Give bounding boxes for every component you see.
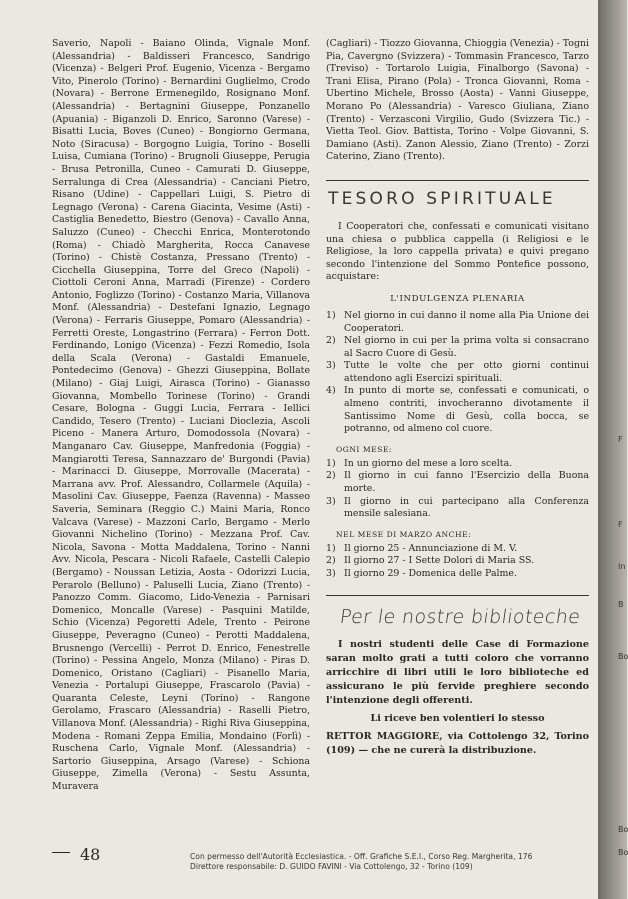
list-item: 4) In punto di morte se, confessati e comunicati, o almeno contriti, invocheranno divotamente il Santissimo Nome di Gesù, colla bocca, se potranno, od almeno col cuore. xyxy=(326,385,589,435)
adjacent-page-edge xyxy=(598,0,627,899)
edge-letter: B xyxy=(618,600,624,609)
list-item: 2) Il giorno in cui fanno l'Esercizio della Buona morte. xyxy=(326,470,589,495)
biblioteche-address: RETTOR MAGGIORE, via Cottolengo 32, Torino (109) — che ne curerà la distribuzione. xyxy=(326,730,589,756)
monthly-heading: OGNI MESE: xyxy=(336,444,392,454)
list-item: 3) Tutte le volte che per otto giorni continui attendono agli Esercizi spirituali. xyxy=(326,360,589,384)
edge-letter: F xyxy=(618,435,623,444)
section-divider xyxy=(326,180,589,181)
page-number-dash xyxy=(52,852,70,853)
tesoro-title: TESORO SPIRITUALE xyxy=(328,188,556,209)
footer-line-2: Direttore responsabile: D. GUIDO FAVINI - Via Cottolengo, 32 - Torino (109) xyxy=(190,862,473,871)
list-item: 2) Nel giorno in cui per la prima volta si consacrano al Sacro Cuore di Gesù. xyxy=(326,335,589,359)
list-item: 2) Il giorno 27 - I Sette Dolori di Maria SS. xyxy=(326,555,535,567)
march-list xyxy=(326,543,589,581)
right-column xyxy=(326,38,589,844)
left-column xyxy=(52,38,310,844)
edge-letter: Bo xyxy=(618,825,628,834)
march-heading: NEL MESE DI MARZO ANCHE: xyxy=(336,529,472,539)
biblioteche-title: Per le nostre biblioteche xyxy=(338,605,582,628)
edge-letter: Bo xyxy=(618,652,628,661)
list-item: 1) Il giorno 25 - Annunciazione di M. V. xyxy=(326,542,518,554)
edge-letter: F xyxy=(618,520,623,529)
indulgence-list xyxy=(326,310,589,436)
edge-letter: Bo xyxy=(618,848,628,857)
indulgence-heading: L'INDULGENZA PLENARIA xyxy=(390,293,525,304)
list-item: 1) Nel giorno in cui danno il nome alla Pia Unione dei Cooperatori. xyxy=(326,309,589,334)
footer xyxy=(190,852,590,872)
page-number: 48 xyxy=(80,845,101,864)
footer-line-1: Con permesso dell'Autorità Ecclesiastica. - Off. Grafiche S.E.I., Corso Reg. Margherita, 176 xyxy=(190,852,533,861)
cooperator-list-continuation: (Cagliari) - Tiozzo Giovanna, Chioggia (Venezia) - Togni Pia, Cavergno (Svizzera) - Tommasin Francesco, Tarzo (Treviso) - Tortarolo Luigia, Finalborgo (Savona) - Trani Elisa, Pirano (Pola) - Tronca Giovanni, Roma - Ubertino Michele, Brosso (Aosta) - Vanni Giuseppe, Morano Po (Alessandria) - Varesco Giuliana, Ziano (Trento) - Verzasconi Virgilio, Gudo (Svizzera Tic.) - Vietta Teol. Giov. Battista, Torino - Volpe Giovanni, S. Damiano (Asti). Zanon Alessio, Ziano (Trento) - Zorzi Caterino, Ziano (Trento). xyxy=(326,38,589,163)
biblioteche-line: Li riceve ben volentieri lo stesso xyxy=(370,712,545,724)
list-item: 1) In un giorno del mese a loro scelta. xyxy=(326,457,513,469)
edge-letter: In xyxy=(618,562,626,571)
biblioteche-body: I nostri studenti delle Case di Formazione saran molto grati a tutti coloro che vorranno arricchire di libri utili le loro biblioteche ed assicurano le più fervide preghiere secondo l'intenzione degli offerenti. xyxy=(326,638,589,706)
list-item: 3) Il giorno 29 - Domenica delle Palme. xyxy=(326,568,517,579)
section-divider xyxy=(326,595,589,596)
cooperator-list: Saverio, Napoli - Baiano Olinda, Vignale Monf. (Alessandria) - Baldisseri Francesco, Sandrigo (Vicenza) - Belgeri Prof. Eugenio, Vicenza - Bergamo Vito, Pinerolo (Torino) - Bernardini Guglielmo, Crodo (Novara) - Berrone Ermenegildo, Rosignano Monf. (Alessandria) - Bertagnini Giuseppe, Ponzanello (Apuania) - Biganzoli D. Enrico, Saronno (Varese) - Bisatti Lucia, Boves (Cuneo) - Bongiorno Germana, Noto (Siracusa) - Borgogno Luigia, Torino - Boselli Luisa, Cumiana (Torino) - Brugnoli Giuseppe, Perugia - Brusa Petronilla, Cuneo - Camurati D. Giuseppe, Serralunga di Crea (Alessandria) - Canciani Pietro, Risano (Udine) - Cappellari Luigi, S. Pietro di Legnago (Verona) - Carena Giacinta, Vesime (Asti) - Castiglia Benedetto, Biestro (Genova) - Cavallo Anna, Saluzzo (Cuneo) - Checchi Enrica, Monterotondo (Roma) - Chiadò Margherita, Rocca Canavese (Torino) - Chistè Costanza, Pressano (Trento) - Cicchella Giuseppina, Torre del Greco (Napoli) - Ciottoli Ceroni Anna, Marradi (Firenze) - Cordero Antonio, Foglizzo (Torino) - Costanzo Maria, Villanova Monf. (Alessandria) - Destefani Ignazio, Legnago (Verona) - Ferraris Giuseppe, Pomaro (Alessandria) - Ferretti Oreste, Longastrino (Ferrara) - Ferron Dott. Ferdinando, Lonigo (Vicenza) - Fezzi Romedio, Isola della Scala (Verona) - Gastaldi Emanuele, Pontedecimo (Genova) - Ghezzi Giuseppina, Bollate (Milano) - Giaj Luigi, Airasca (Torino) - Gianasso Giovanna, Mombello Torinese (Torino) - Grandi Cesare, Bologna - Guggi Lucia, Ferrara - Iellici Candido, Tesero (Trento) - Luciani Dioclezia, Ascoli Piceno - Manera Arturo, Domodossola (Novara) - Manganaro Cav. Giuseppe, Manfredonia (Foggia) - Mangiarotti Teresa, Sannazzaro de' Burgondi (Pavia) - Marinacci D. Giuseppe, Morrovalle (Macerata) - Marrana avv. Prof. Alessandro, Collarmele (Aquila) - Masolini Cav. Giuseppe, Faenza (Ravenna) - Masseo Saveria, Seminara (Reggio C.) Maini Maria, Ronco Valcava (Varese) - Mazzoni Carlo, Bergamo - Merlo Giovanni Nichelino (Torino) - Mezzana Prof. Cav. Nicola, Savona - Motta Maddalena, Torino - Nanni Avv. Nicola, Pescara - Nicoli Rafaele, Castelli Calepio (Bergamo) - Noussan Letizia, Aosta - Odorizzi Lucia, Perarolo (Belluno) - Paluselli Lucia, Ziano (Trento) - Panozzo Comm. Giacomo, Lido-Venezia - Parnisari Domenico, Moncalle (Varese) - Pasquini Matilde, Schio (Vicenza) Pegoretti Adele, Trento - Peirone Giuseppe, Peveragno (Cuneo) - Perotti Maddalena, Brusnengo (Vercelli) - Perrot D. Enrico, Fenestrelle (Torino) - Pessina Angelo, Monza (Milano) - Piras D. Domenico, Oristano (Cagliari) - Pisanello Maria, Venezia - Portalupi Giuseppe, Frascarolo (Pavia) - Quaranta Celeste, Leyni (Torino) - Rangone Gerolamo, Frascaro (Alessandria) - Raselli Pietro, Villanova Monf. (Alessandria) - Righi Riva Giuseppina, Modena - Romani Zeppa Emilia, Mondaino (Forlì) - Ruschena Carlo, Vignale Monf. (Alessandria) - Sartorio Giuseppina, Arsago (Varese) - Schiona Giuseppe, Zimella (Verona) - Sestu Assunta, Muravera xyxy=(52,38,310,793)
list-item: 3) Il giorno in cui partecipano alla Conferenza mensile salesiana. xyxy=(326,495,589,520)
tesoro-intro: I Cooperatori che, confessati e comunicati visitano una chiesa o pubblica cappella (i Religiosi e le Religiose, la loro cappella privata) e quivi pregano secondo l'intenzione del Sommo Pontefice possono, acquistare: xyxy=(326,220,589,283)
monthly-list xyxy=(326,458,589,521)
